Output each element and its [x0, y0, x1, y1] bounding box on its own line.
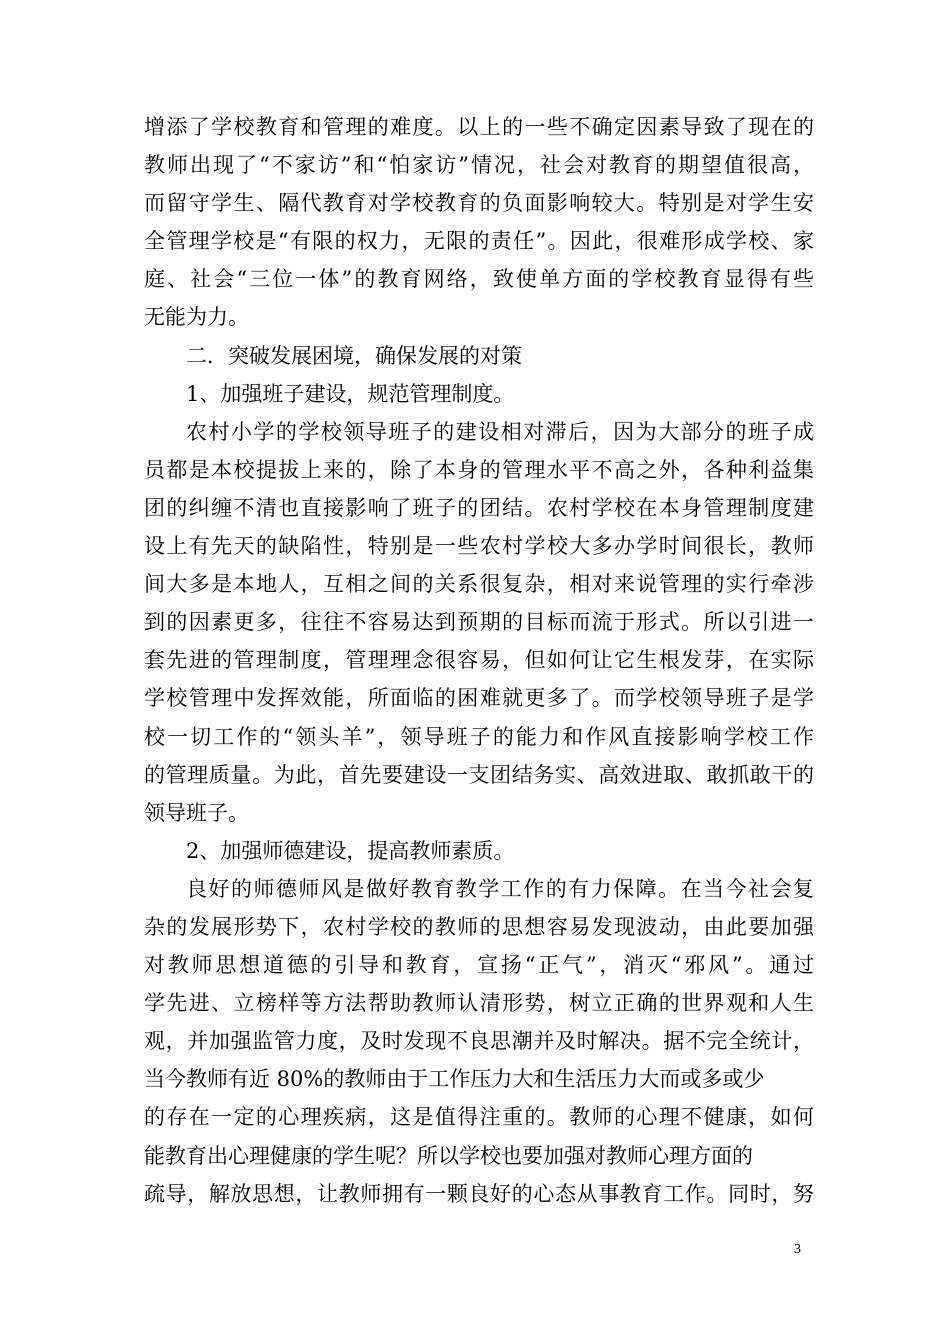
subsection-heading: 2、加强师德建设，提高教师素质。: [186, 838, 515, 863]
text-line: 员都是本校提拔上来的，除了本身的管理水平不高之外，各种利益集: [144, 457, 814, 482]
text-line: 疏导，解放思想，让教师拥有一颗良好的心态从事教育工作。同时，努: [144, 1181, 814, 1206]
text-line: 团的纠缠不清也直接影响了班子的团结。农村学校在本身管理制度建: [144, 495, 814, 520]
text-line: 无能为力。: [144, 305, 249, 330]
text-line: 增添了学校教育和管理的难度。以上的一些不确定因素导致了现在的: [144, 115, 814, 139]
text-line: 间大多是本地人，互相之间的关系很复杂，相对来说管理的实行牵涉: [144, 572, 814, 597]
text-line: 农村小学的学校领导班子的建设相对滞后，因为大部分的班子成: [186, 419, 814, 444]
text-line: 学校管理中发挥效能，所面临的困难就更多了。而学校领导班子是学: [144, 686, 814, 711]
section-heading: 二．突破发展困境，确保发展的对策: [186, 343, 522, 368]
text-line: 杂的发展形势下，农村学校的教师的思想容易发现波动，由此要加强: [144, 914, 814, 939]
text-line: 良好的师德师风是做好教育教学工作的有力保障。在当今社会复: [186, 876, 814, 901]
text-line: 的管理质量。为此，首先要建设一支团结务实、高效进取、敢抓敢干的: [144, 762, 814, 787]
text-line: 观，并加强监管力度，及时发现不良思潮并及时解决。据不完全统计，: [144, 1029, 814, 1054]
text-line: 当今教师有近 80%的教师由于工作压力大和生活压力大而或多或少: [144, 1067, 765, 1092]
subsection-heading: 1、加强班子建设，规范管理制度。: [186, 381, 515, 406]
text-line: 而留守学生、隔代教育对学校教育的负面影响较大。特别是对学生安: [144, 191, 814, 216]
text-line: 庭、社会“三位一体”的教育网络，致使单方面的学校教育显得有些: [144, 267, 814, 292]
page-number: 3: [794, 1242, 801, 1257]
body-text: [144, 108, 814, 1213]
text-line: 套先进的管理制度，管理理念很容易，但如何让它生根发芽，在实际: [144, 648, 814, 673]
text-line: 学先进、立榜样等方法帮助教师认清形势，树立正确的世界观和人生: [144, 991, 814, 1016]
text-line: 教师出现了“不家访”和“怕家访”情况，社会对教育的期望值很高，: [144, 153, 814, 178]
text-line: 的存在一定的心理疾病，这是值得注重的。教师的心理不健康，如何: [144, 1105, 814, 1130]
text-line: 能教育出心理健康的学生呢？所以学校也要加强对教师心理方面的: [144, 1143, 753, 1168]
text-line: 设上有先天的缺陷性，特别是一些农村学校大多办学时间很长，教师: [144, 534, 814, 559]
text-line: 对教师思想道德的引导和教育，宣扬“正气”，消灭“邪风”。通过: [144, 953, 814, 978]
text-line: 全管理学校是“有限的权力，无限的责任”。因此，很难形成学校、家: [144, 229, 814, 254]
text-line: 校一切工作的“领头羊”，领导班子的能力和作风直接影响学校工作: [144, 724, 814, 749]
text-line: 到的因素更多，往往不容易达到预期的目标而流于形式。所以引进一: [144, 610, 814, 635]
text-line: 领导班子。: [144, 800, 249, 825]
